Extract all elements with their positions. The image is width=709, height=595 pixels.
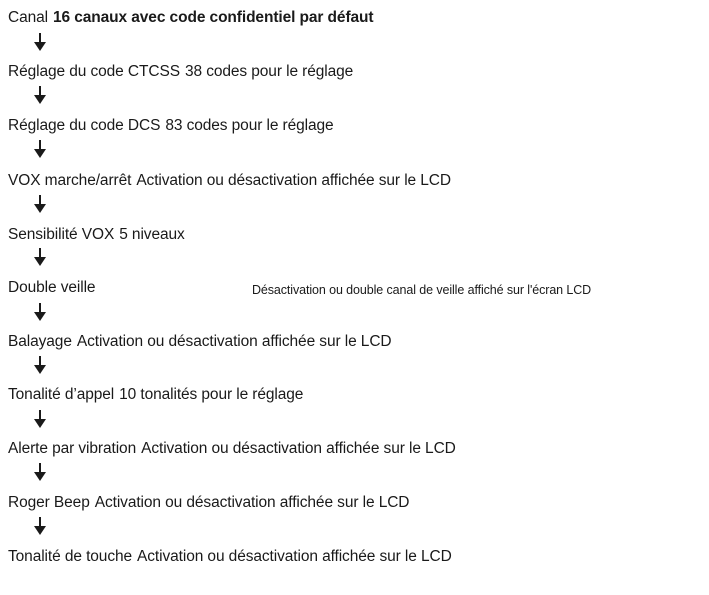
step-label: Alerte par vibration (8, 440, 137, 457)
down-arrow-icon (34, 33, 46, 51)
step-description: Activation ou désactivation affichée sur le LCD (94, 494, 410, 511)
down-arrow-icon (34, 303, 46, 321)
step-label: Réglage du code CTCSS (8, 63, 180, 80)
step-label: VOX marche/arrêt (8, 172, 132, 189)
step-description: Activation ou désactivation affichée sur le LCD (141, 440, 456, 457)
step-label: Réglage du code DCS (8, 117, 161, 134)
step-key-tone (8, 547, 452, 567)
step-description: 16 canaux avec code confidentiel par défaut (53, 9, 374, 26)
down-arrow-icon (34, 140, 46, 158)
down-arrow-icon (34, 248, 46, 266)
step-roger-beep (8, 493, 409, 513)
step-call-tone (8, 385, 303, 405)
step-description: Activation ou désactivation affichée sur le LCD (76, 333, 392, 350)
step-dual-watch (8, 278, 592, 298)
step-label: Tonalité d’appel (8, 386, 115, 403)
down-arrow-icon (34, 195, 46, 213)
down-arrow-icon (34, 410, 46, 428)
step-vox-on-off (8, 171, 451, 191)
step-label: Tonalité de touche (8, 548, 133, 565)
step-label: Roger Beep (8, 494, 90, 511)
step-description: Activation ou désactivation affichée sur le LCD (137, 548, 452, 565)
step-description: 5 niveaux (119, 226, 185, 243)
step-ctcss (8, 62, 353, 82)
step-vox-sensitivity (8, 225, 185, 245)
step-description: 10 tonalités pour le réglage (119, 386, 304, 403)
step-label: Canal (8, 9, 48, 26)
step-label: Double veille (8, 279, 96, 296)
down-arrow-icon (34, 517, 46, 535)
step-canal (8, 8, 373, 28)
step-vibration-alert (8, 439, 456, 459)
step-description: Activation ou désactivation affichée sur le LCD (136, 172, 451, 189)
down-arrow-icon (34, 463, 46, 481)
step-label: Sensibilité VOX (8, 226, 115, 243)
step-description: 38 codes pour le réglage (184, 63, 354, 80)
step-dcs (8, 116, 334, 136)
down-arrow-icon (34, 86, 46, 104)
step-description: Désactivation ou double canal de veille affiché sur l'écran LCD (252, 283, 592, 297)
step-label: Balayage (8, 333, 72, 350)
step-scan (8, 332, 392, 352)
step-description: 83 codes pour le réglage (165, 117, 334, 134)
down-arrow-icon (34, 356, 46, 374)
